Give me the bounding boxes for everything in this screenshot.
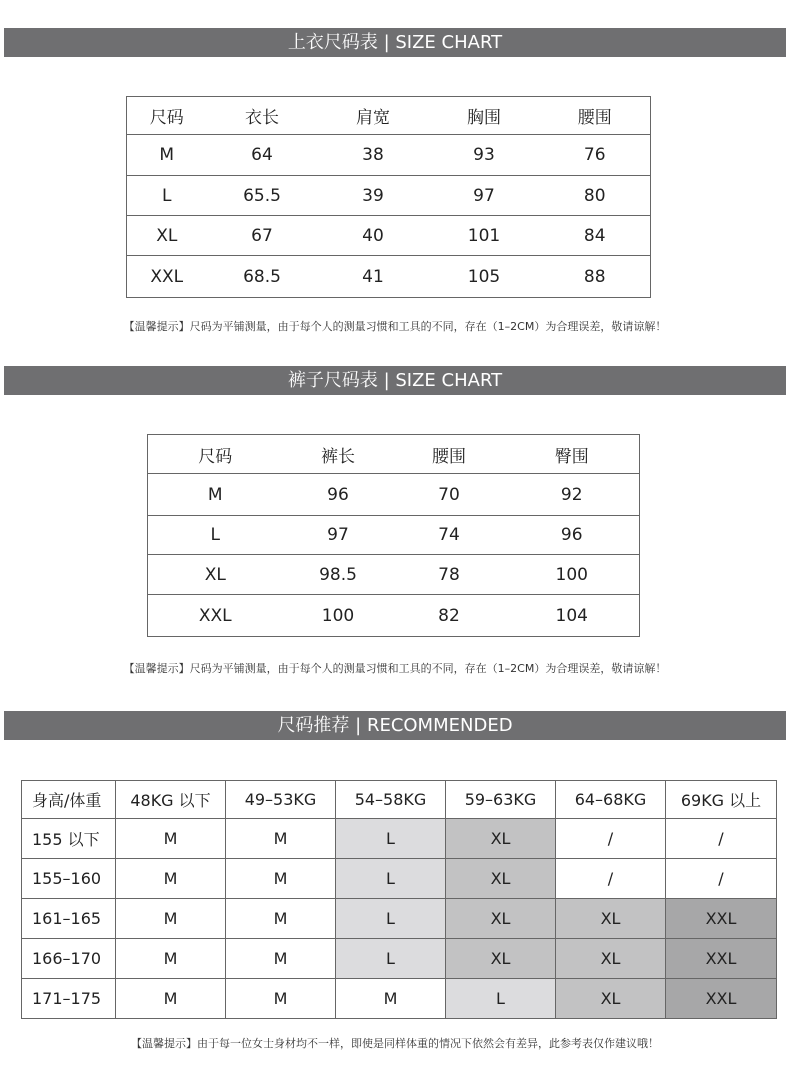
- measurement-cell: 98.5: [283, 555, 394, 595]
- measurement-cell: 92: [505, 474, 640, 516]
- table-row: [22, 979, 777, 1019]
- recommended-size-cell: M: [116, 979, 226, 1019]
- measurement-cell: 65.5: [207, 176, 318, 216]
- measurement-cell: 68.5: [207, 256, 318, 298]
- measurement-cell: 74: [394, 516, 505, 555]
- recommended-size-cell: XXL: [666, 939, 777, 979]
- recommended-size-cell: XL: [446, 859, 556, 899]
- recommended-size-cell: M: [226, 819, 336, 859]
- measurement-cell: 82: [394, 595, 505, 637]
- weight-header: 54–58KG: [336, 781, 446, 819]
- size-cell: XXL: [127, 256, 207, 298]
- table-row: [148, 595, 640, 637]
- measurement-cell: 96: [505, 516, 640, 555]
- measurement-cell: 41: [318, 256, 429, 298]
- measurement-cell: 64: [207, 135, 318, 176]
- recommended-size-cell: XL: [556, 979, 666, 1019]
- table-row: [22, 899, 777, 939]
- measurement-cell: 93: [429, 135, 540, 176]
- table-row: [127, 256, 651, 298]
- column-header: 腰围: [540, 97, 651, 135]
- table-row: [22, 819, 777, 859]
- recommended-size-cell: L: [336, 859, 446, 899]
- weight-header: 64–68KG: [556, 781, 666, 819]
- column-header: 衣长: [207, 97, 318, 135]
- measurement-cell: 97: [429, 176, 540, 216]
- measurement-cell: 38: [318, 135, 429, 176]
- pants-size-chart-banner: 裤子尺码表 | SIZE CHART: [4, 366, 786, 395]
- table-row: [127, 176, 651, 216]
- recommended-size-cell: XL: [556, 939, 666, 979]
- measurement-cell: 40: [318, 216, 429, 256]
- measurement-cell: 100: [505, 555, 640, 595]
- measurement-cell: 76: [540, 135, 651, 176]
- recommended-size-cell: L: [336, 819, 446, 859]
- recommended-size-cell: L: [336, 899, 446, 939]
- size-recommendation-table: [21, 780, 777, 1019]
- recommended-size-cell: M: [226, 859, 336, 899]
- recommended-size-cell: M: [226, 939, 336, 979]
- height-cell: 155 以下: [22, 819, 116, 859]
- measurement-cell: 84: [540, 216, 651, 256]
- recommended-size-cell: M: [226, 979, 336, 1019]
- recommended-size-cell: M: [116, 819, 226, 859]
- measurement-cell: 101: [429, 216, 540, 256]
- measurement-cell: 104: [505, 595, 640, 637]
- column-header: 肩宽: [318, 97, 429, 135]
- measurement-cell: 97: [283, 516, 394, 555]
- recommended-size-cell: XXL: [666, 899, 777, 939]
- measurement-cell: 88: [540, 256, 651, 298]
- corner-header: 身高/体重: [22, 781, 116, 819]
- column-header: 胸围: [429, 97, 540, 135]
- header-row: [22, 781, 777, 819]
- column-header: 腰围: [394, 435, 505, 474]
- pants-size-table: [147, 434, 640, 637]
- recommended-size-cell: M: [116, 939, 226, 979]
- size-cell: XL: [127, 216, 207, 256]
- tops-size-table: [126, 96, 651, 298]
- recommended-size-cell: XL: [446, 819, 556, 859]
- column-header: 尺码: [127, 97, 207, 135]
- size-cell: L: [148, 516, 283, 555]
- size-cell: XL: [148, 555, 283, 595]
- pants-size-note: 【温馨提示】尺码为平铺测量，由于每个人的测量习惯和工具的不同，存在（1–2CM）为合理误差，敬请谅解！: [123, 662, 667, 675]
- recommended-size-cell: /: [556, 859, 666, 899]
- size-cell: L: [127, 176, 207, 216]
- height-cell: 155–160: [22, 859, 116, 899]
- recommended-size-cell: /: [666, 819, 777, 859]
- recommended-size-cell: XL: [446, 899, 556, 939]
- measurement-cell: 105: [429, 256, 540, 298]
- table-row: [22, 939, 777, 979]
- recommended-size-cell: XXL: [666, 979, 777, 1019]
- recommend-note: 【温馨提示】由于每一位女士身材均不一样，即使是同样体重的情况下依然会有差异，此参考表仅作建议哦！: [131, 1037, 659, 1050]
- tops-size-chart-banner: 上衣尺码表 | SIZE CHART: [4, 28, 786, 57]
- measurement-cell: 96: [283, 474, 394, 516]
- recommended-size-cell: M: [116, 899, 226, 939]
- measurement-cell: 70: [394, 474, 505, 516]
- table-row: [127, 216, 651, 256]
- measurement-cell: 100: [283, 595, 394, 637]
- weight-header: 49–53KG: [226, 781, 336, 819]
- recommend-banner: 尺码推荐 | RECOMMENDED: [4, 711, 786, 740]
- column-header: 尺码: [148, 435, 283, 474]
- height-cell: 166–170: [22, 939, 116, 979]
- column-header: 臀围: [505, 435, 640, 474]
- header-row: [127, 97, 651, 135]
- size-cell: M: [127, 135, 207, 176]
- recommended-size-cell: XL: [446, 939, 556, 979]
- weight-header: 59–63KG: [446, 781, 556, 819]
- measurement-cell: 78: [394, 555, 505, 595]
- recommended-size-cell: /: [666, 859, 777, 899]
- measurement-cell: 80: [540, 176, 651, 216]
- header-row: [148, 435, 640, 474]
- weight-header: 69KG 以上: [666, 781, 777, 819]
- tops-size-note: 【温馨提示】尺码为平铺测量，由于每个人的测量习惯和工具的不同，存在（1–2CM）为合理误差，敬请谅解！: [123, 320, 667, 333]
- table-row: [22, 859, 777, 899]
- column-header: 裤长: [283, 435, 394, 474]
- height-cell: 171–175: [22, 979, 116, 1019]
- recommended-size-cell: M: [336, 979, 446, 1019]
- table-row: [148, 516, 640, 555]
- recommended-size-cell: M: [116, 859, 226, 899]
- table-row: [148, 474, 640, 516]
- table-row: [127, 135, 651, 176]
- recommended-size-cell: M: [226, 899, 336, 939]
- table-row: [148, 555, 640, 595]
- recommended-size-cell: L: [336, 939, 446, 979]
- measurement-cell: 39: [318, 176, 429, 216]
- height-cell: 161–165: [22, 899, 116, 939]
- size-cell: XXL: [148, 595, 283, 637]
- recommended-size-cell: /: [556, 819, 666, 859]
- recommended-size-cell: XL: [556, 899, 666, 939]
- measurement-cell: 67: [207, 216, 318, 256]
- weight-header: 48KG 以下: [116, 781, 226, 819]
- size-cell: M: [148, 474, 283, 516]
- recommended-size-cell: L: [446, 979, 556, 1019]
